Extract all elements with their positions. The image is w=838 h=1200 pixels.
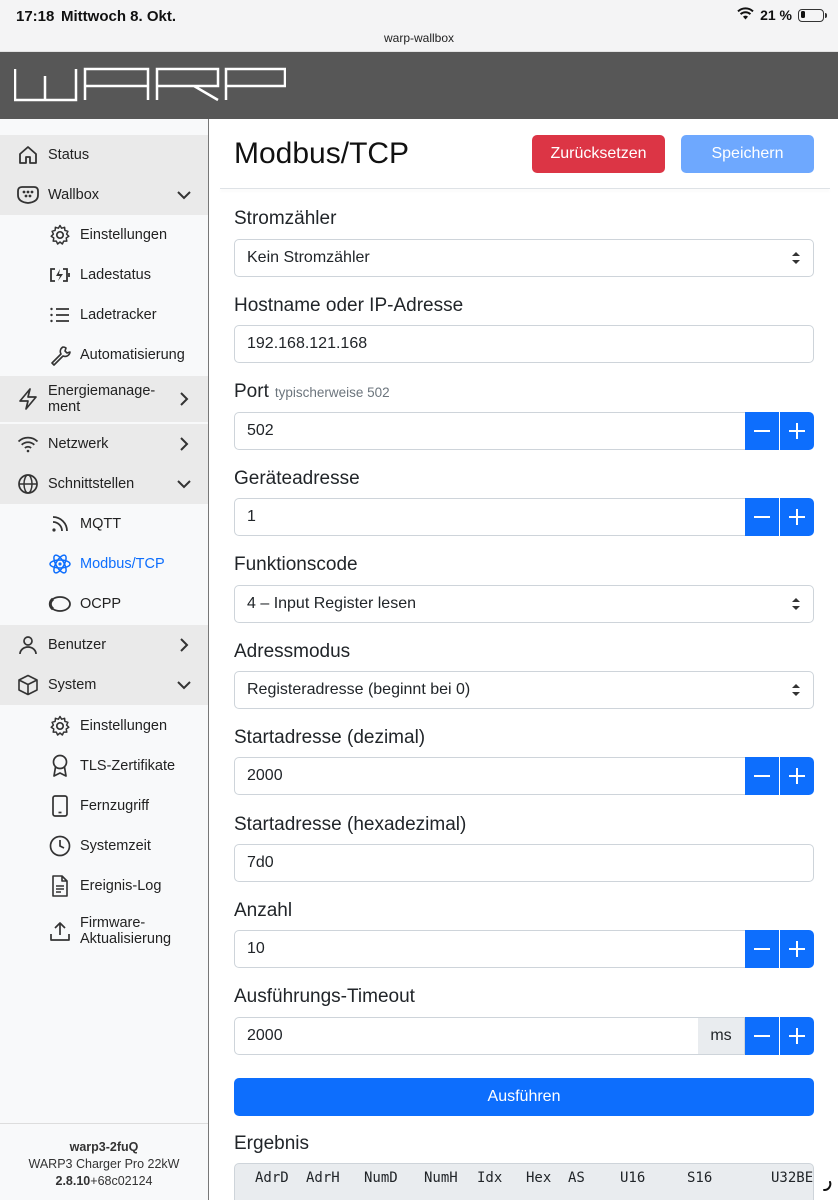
minus-icon [754,516,770,518]
sidebar-item-system-einstellungen[interactable] [0,706,208,746]
select-arrows-icon [791,683,801,697]
device-hostname: warp3-2fuQ [69,1140,139,1154]
function-code-select[interactable] [234,585,814,623]
sidebar-item-label [48,383,155,415]
plus-icon [789,1028,805,1044]
wifi-status-icon [737,7,754,23]
app-header [0,52,838,119]
award-icon [48,754,72,778]
chevron-right-icon [174,635,194,655]
sidebar-item-label: Wallbox [48,187,100,203]
port-hint: typischerweise 502 [274,385,390,400]
sidebar-item-ladetracker[interactable] [0,295,208,335]
wifi-icon [16,432,40,456]
start-hex-label: Startadresse (hexadezimal) [234,814,467,835]
sidebar-item-ereignis-log[interactable] [0,866,208,906]
sidebar-item-label: Schnittstellen [48,476,135,492]
select-arrows-icon [791,597,801,611]
bolt-icon [16,387,40,411]
label-line-2: Aktualisierung [80,931,172,947]
minus-icon [754,948,770,950]
function-code-label: Funktionscode [234,554,358,575]
chevron-down-icon [174,474,194,494]
version-hash: +68c02124 [90,1174,153,1188]
result-column: S16 [687,1170,713,1186]
start-dec-input[interactable]: 2000 [234,757,746,795]
start-hex-input[interactable]: 7d0 [234,844,814,882]
wrench-icon [48,343,72,367]
device-address-label: Geräteadresse [234,468,360,489]
list-icon [48,303,72,327]
sidebar-item-label: Ladestatus [80,267,151,283]
save-button[interactable]: Speichern [681,135,814,173]
globe-icon [16,472,40,496]
sidebar-item-status[interactable] [0,135,208,175]
address-mode-value: Registeradresse (beginnt bei 0) [247,681,471,698]
title-divider [220,188,830,189]
start-dec-increment-button[interactable] [780,757,814,795]
status-right [737,7,824,23]
chevron-down-icon [174,675,194,695]
box-icon [16,673,40,697]
sidebar-item-label: Ereignis-Log [80,878,162,894]
gear-icon [48,714,72,738]
address-mode-label: Adressmodus [234,641,351,662]
meter-select-value: Kein Stromzähler [247,249,370,266]
clock-icon [48,834,72,858]
minus-icon [754,775,770,777]
timeout-label: Ausführungs-Timeout [234,986,415,1007]
result-column: Idx [477,1170,503,1186]
sidebar-footer [0,1139,208,1190]
result-column: NumH [424,1170,458,1186]
file-icon [48,874,72,898]
result-column: Hex [526,1170,552,1186]
minus-icon [754,1035,770,1037]
label-line-2: ment [48,399,81,415]
sidebar-item-label: Modbus/TCP [80,556,165,572]
timeout-increment-button[interactable] [780,1017,814,1055]
sidebar-item-energiemanagement[interactable] [0,376,208,422]
start-dec-label: Startadresse (dezimal) [234,727,426,748]
result-column: AdrH [306,1170,340,1186]
warp-logo [14,66,286,102]
result-label: Ergebnis [234,1133,309,1154]
sidebar-item-label: Benutzer [48,637,107,653]
chevron-right-icon [174,389,194,409]
atom-icon [48,552,72,576]
chevron-down-icon [174,185,194,205]
meter-select[interactable] [234,239,814,277]
result-column: U32BE [771,1170,814,1186]
timeout-input[interactable]: 2000 [234,1017,699,1055]
firmware-version [0,1173,208,1190]
sidebar-item-systemzeit[interactable] [0,826,208,866]
result-column: AS [568,1170,585,1186]
sidebar-item-automatisierung[interactable] [0,335,208,375]
plus-icon [789,941,805,957]
count-increment-button[interactable] [780,930,814,968]
result-column: NumD [364,1170,398,1186]
status-date: Mittwoch 8. Okt. [61,8,177,25]
sidebar-item-netzwerk[interactable] [0,424,208,464]
reset-button[interactable]: Zurücksetzen [532,135,665,173]
battery-icon [798,9,824,22]
label-line-1: Firmware- [80,915,146,931]
sidebar-item-wallbox[interactable] [0,175,208,215]
page-title: Modbus/TCP [234,137,410,170]
home-icon [16,143,40,167]
plus-icon [789,423,805,439]
minus-icon [754,430,770,432]
result-column: U16 [620,1170,646,1186]
sidebar-item-label: Einstellungen [80,718,168,734]
sidebar-item-label: Einstellungen [80,227,168,243]
result-column: AdrD [255,1170,289,1186]
sidebar-item-label: Ladetracker [80,307,157,323]
sidebar-item-schnittstellen[interactable] [0,464,208,504]
timeout-unit: ms [698,1017,745,1055]
sidebar-item-mqtt[interactable] [0,504,208,544]
rss-icon [48,512,72,536]
count-label: Anzahl [234,900,293,921]
device-address-decrement-button[interactable] [745,498,779,536]
result-table-header [234,1163,814,1200]
sidebar-item-label: Status [48,147,90,163]
host-input[interactable]: 192.168.121.168 [234,325,814,363]
start-dec-decrement-button[interactable] [745,757,779,795]
tablet-icon [48,794,72,818]
version-number: 2.8.10 [55,1174,91,1188]
port-label-text: Port [234,381,269,402]
sidebar-item-label: MQTT [80,516,122,532]
battery-percent: 21 % [760,7,792,23]
count-input[interactable]: 10 [234,930,746,968]
port-decrement-button[interactable] [745,412,779,450]
user-icon [16,633,40,657]
sidebar [0,119,209,1200]
sidebar-item-ladestatus[interactable] [0,255,208,295]
meter-label: Stromzähler [234,208,337,229]
device-address-increment-button[interactable] [780,498,814,536]
url-label[interactable]: warp-wallbox [383,31,455,45]
sidebar-item-label: Fernzugriff [80,798,150,814]
label-line-1: Energiemanage- [48,383,156,399]
clock-time: 17:18 [16,8,55,25]
port-increment-button[interactable] [780,412,814,450]
gear-icon [48,223,72,247]
address-mode-select[interactable] [234,671,814,709]
sidebar-item-label: System [48,677,97,693]
device-model: WARP3 Charger Pro 22kW [28,1157,180,1171]
ocpp-icon [48,592,72,616]
port-input[interactable]: 502 [234,412,746,450]
sidebar-item-label: Automatisierung [80,347,185,363]
charging-icon [48,263,72,287]
execute-button[interactable]: Ausführen [234,1078,814,1116]
sidebar-item-wallbox-einstellungen[interactable] [0,215,208,255]
upload-icon [48,919,72,943]
sidebar-footer-divider [0,1123,208,1124]
sidebar-item-system[interactable] [0,665,208,705]
device-address-input[interactable]: 1 [234,498,746,536]
sidebar-item-label: TLS-Zertifikate [80,758,176,774]
sidebar-item-label: Systemzeit [80,838,151,854]
plus-icon [789,509,805,525]
sidebar-item-modbus-tcp[interactable] [0,544,208,584]
plus-icon [789,768,805,784]
port-label [234,381,390,403]
sidebar-item-benutzer[interactable] [0,625,208,665]
count-decrement-button[interactable] [745,930,779,968]
sidebar-item-ocpp[interactable] [0,584,208,624]
sidebar-item-label: OCPP [80,596,122,612]
function-code-value: 4 – Input Register lesen [247,595,416,612]
loading-spinner-icon [816,1176,832,1192]
host-label: Hostname oder IP-Adresse [234,295,464,316]
sidebar-item-fernzugriff[interactable] [0,786,208,826]
chevron-right-icon [174,434,194,454]
ios-status-bar [0,0,838,52]
sidebar-item-label [80,915,171,947]
timeout-decrement-button[interactable] [745,1017,779,1055]
sidebar-item-label: Netzwerk [48,436,109,452]
wallbox-icon [16,183,40,207]
main-content [210,119,838,1200]
sidebar-item-firmware[interactable] [0,907,208,955]
select-arrows-icon [791,251,801,265]
sidebar-item-tls-zertifikate[interactable] [0,746,208,786]
